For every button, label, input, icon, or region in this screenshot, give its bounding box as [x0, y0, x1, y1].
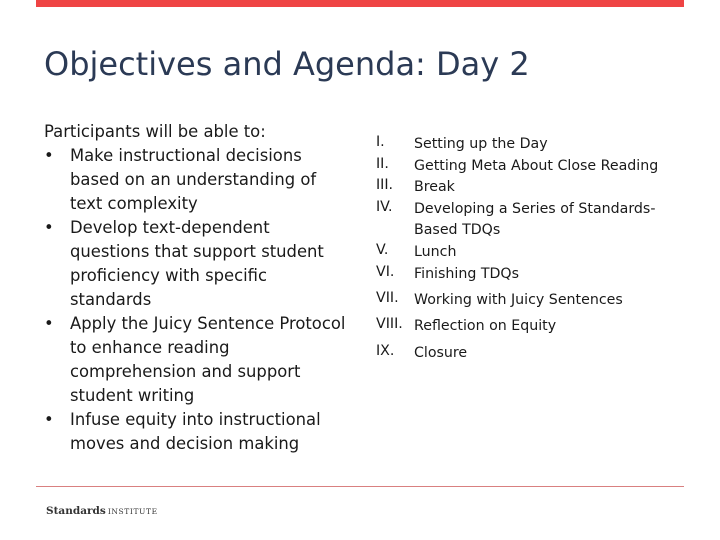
objective-text: Infuse equity into instructional — [70, 410, 321, 429]
agenda-label: Break — [414, 179, 455, 195]
objective-text: Make instructional decisions — [70, 146, 302, 165]
top-accent-bar — [36, 0, 684, 7]
objective-text: moves and decision making — [70, 434, 300, 453]
agenda-number: IX. — [376, 343, 395, 359]
objective-text: comprehension and support — [70, 362, 301, 381]
bullet-icon: • — [44, 314, 54, 333]
objective-text: Apply the Juicy Sentence Protocol — [70, 314, 346, 333]
agenda-number: VII. — [376, 290, 399, 306]
bullet-icon: • — [44, 410, 54, 429]
agenda-number: III. — [376, 177, 394, 193]
agenda-label: Lunch — [414, 244, 457, 260]
agenda-label: Setting up the Day — [414, 136, 548, 152]
objective-text: student writing — [70, 386, 195, 405]
objective-item — [44, 216, 364, 312]
agenda-label: Closure — [414, 345, 468, 361]
objectives-intro: Participants will be able to: — [44, 122, 266, 141]
objective-item — [44, 408, 364, 456]
objectives-list — [44, 144, 364, 456]
objective-text: to enhance reading — [70, 338, 230, 357]
agenda-label: Reflection on Equity — [414, 318, 557, 334]
objective-text: based on an understanding of — [70, 170, 317, 189]
bullet-icon: • — [44, 218, 54, 237]
footer-logo — [46, 505, 158, 517]
agenda-number: IV. — [376, 198, 393, 215]
agenda-number: I. — [376, 134, 385, 150]
objectives-column — [44, 120, 364, 456]
agenda-label: Getting Meta About Close Reading — [414, 157, 659, 174]
slide-title: Objectives and Agenda: Day 2 — [44, 45, 530, 83]
agenda-label: Working with Juicy Sentences — [414, 292, 623, 308]
logo-institute: INSTITUTE — [107, 507, 158, 516]
objective-text: standards — [70, 290, 152, 309]
agenda-number: VIII. — [376, 316, 403, 332]
bullet-icon: • — [44, 146, 54, 165]
agenda-number: V. — [376, 242, 389, 258]
objective-text: proficiency with specific — [70, 266, 268, 285]
logo-wordmark: Standards — [46, 505, 106, 517]
agenda-number: II. — [376, 155, 389, 172]
agenda-number: VI. — [376, 264, 395, 280]
agenda-label: Developing a Series of Standards-Based TDQs — [414, 200, 656, 238]
objective-item — [44, 312, 364, 408]
objective-item — [44, 144, 364, 216]
objective-text: text complexity — [70, 194, 198, 213]
objective-text: questions that support student — [70, 242, 324, 261]
agenda-label: Finishing TDQs — [414, 266, 519, 282]
footer-divider — [36, 486, 684, 487]
objective-text: Develop text-dependent — [70, 218, 270, 237]
